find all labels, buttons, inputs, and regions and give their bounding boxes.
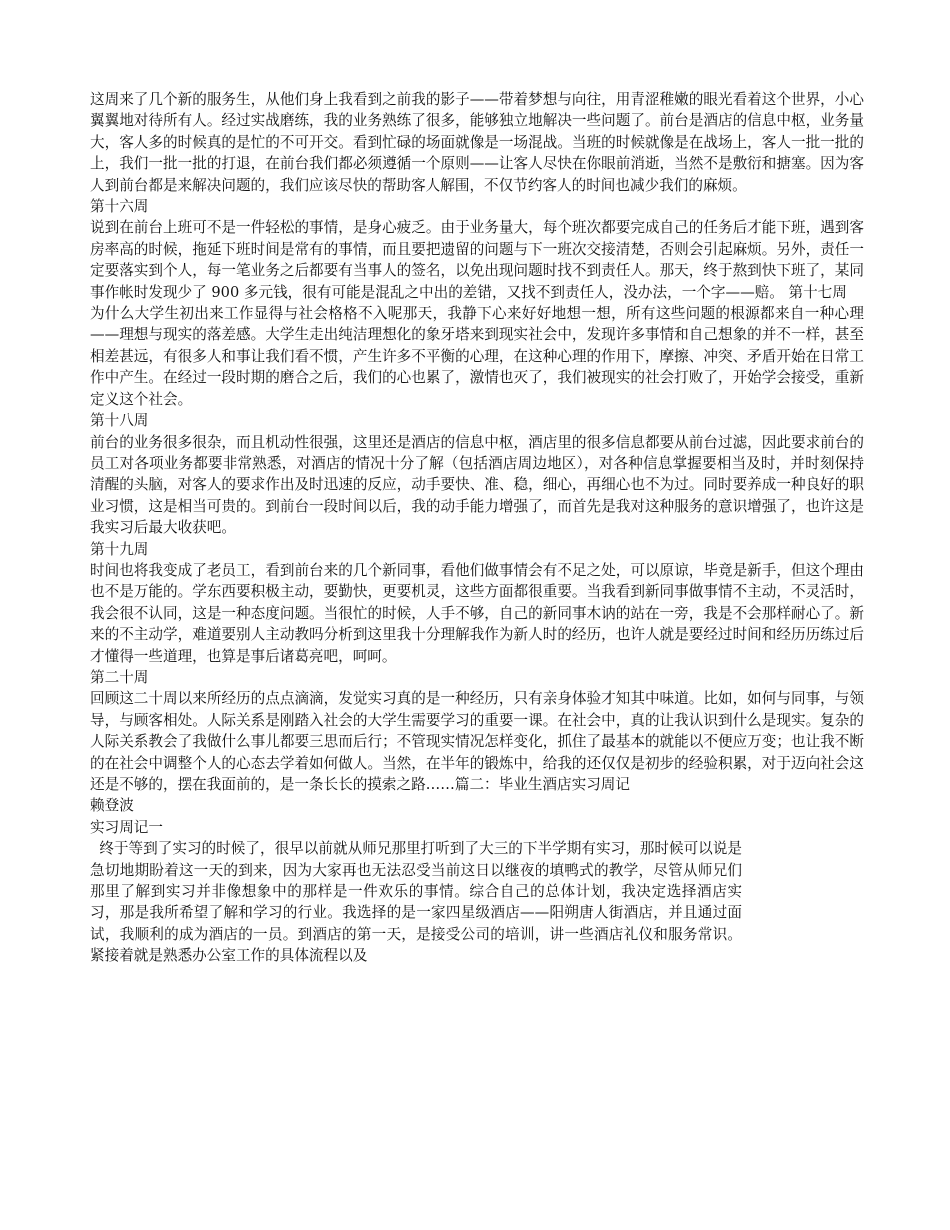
heading-week-20: 第二十周 — [90, 668, 149, 686]
diary-title: 实习周记一 — [90, 818, 163, 836]
heading-week-16: 第十六周 — [90, 198, 149, 216]
paragraph-diary-1: 终于等到了实习的时候了，很早以前就从师兄那里打听到了大三的下半学期有实习，那时候可以说是急切地期盼着这一天的到来，因为大家再也无法忍受当前这日以继夜的填鸭式的教学，尽管从师兄们那里了解到实习并非像想象中的那样是一件欢乐的事情。综合自己的总体计划，我决定选择酒店实习，那是我所希望了解和学习的行业。我选择的是一家四星级酒店——阳朔唐人街酒店，并且通过面试，我顺利的成为酒店的一员。到酒店的第一天，是接受公司的培训，讲一些酒店礼仪和服务常识。紧接着就是熟悉办公室工作的具体流程以及 — [90, 840, 742, 965]
author-name: 赖登波 — [90, 797, 134, 815]
heading-week-19: 第十九周 — [90, 540, 149, 558]
paragraph-week-16: 说到在前台上班可不是一件轻松的事情，是身心疲乏。由于业务量大，每个班次都要完成自己的任务后才能下班，遇到客房率高的时候，拖延下班时间是常有的事情，而且要把遗留的问题与下一班次交接清楚，否则会引起麻烦。另外，责任一定要落实到个人，每一笔业务之后都要有当事人的签名，以免出现问题时找不到责任人。那天，终于熬到快下班了，某同事作帐时发现少了 900 多元钱，很有可能是混乱之中出的差错，又找不到责任人，没办法，一个字——赔。 第十七周 — [90, 219, 864, 301]
paragraph-week-19: 时间也将我变成了老员工，看到前台来的几个新同事，看他们做事情会有不足之处，可以原谅，毕竟是新手，但这个理由也不是万能的。学东西要积极主动，要勤快，更要机灵，这些方面都很重要。当我看到新同事做事情不主动，不灵活时，我会很不认同，这是一种态度问题。当很忙的时候，人手不够，自己的新同事木讷的站在一旁，我是不会那样耐心了。新来的不主动学，难道要别人主动教吗分析到这里我十分理解我作为新人时的经历，也许人就是要经过时间和经历历练过后才懂得一些道理，也算是事后诸葛亮吧，呵呵。 — [90, 561, 864, 665]
paragraph-week-18: 前台的业务很多很杂，而且机动性很强，这里还是酒店的信息中枢，酒店里的很多信息都要从前台过滤，因此要求前台的员工对各项业务都要非常熟悉，对酒店的情况十分了解（包括酒店周边地区），对各种信息掌握要相当及时，并时刻保持清醒的头脑，对客人的要求作出及时迅速的反应，动手要快、准、稳，细心，再细心也不为过。同时要养成一种良好的职业习惯，这是相当可贵的。到前台一段时间以后，我的动手能力增强了，而首先是我对这种服务的意识增强了，也许这是我实习后最大收获吧。 — [90, 433, 864, 537]
paragraph-week-17: 为什么大学生初出来工作显得与社会格格不入呢那天，我静下心来好好地想一想，所有这些问题的根源都来自一种心理——理想与现实的落差感。大学生走出纯洁理想化的象牙塔来到现实社会中，发现许多事情和自己想象的并不一样，甚至相差甚远，有很多人和事让我们看不惯，产生许多不平衡的心理，在这种心理的作用下，摩擦、冲突、矛盾开始在日常工作中产生。在经过一段时期的磨合之后，我们的心也累了，激情也灭了，我们被现实的社会打败了，开始学会接受，重新定义这个社会。 — [90, 305, 864, 408]
document-page — [90, 89, 864, 967]
paragraph-week-15: 这周来了几个新的服务生，从他们身上我看到之前我的影子——带着梦想与向往，用青涩稚嫩的眼光看着这个世界，小心翼翼地对待所有人。经过实战磨练，我的业务熟练了很多，能够独立地解决一些问题了。前台是酒店的信息中枢，业务量大，客人多的时候真的是忙的不可开交。看到忙碌的场面就像是一场混战。当班的时候就像是在战场上，客人一批一批的上，我们一批一批的打退，在前台我们都必须遵循一个原则——让客人尽快在你眼前消逝，当然不是敷衍和搪塞。因为客人到前台都是来解决问题的，我们应该尽快的帮助客人解围，不仅节约客人的时间也减少我们的麻烦。 — [90, 91, 864, 194]
paragraph-week-20: 回顾这二十周以来所经历的点点滴滴，发觉实习真的是一种经历，只有亲身体验才知其中味道。比如，如何与同事，与领导，与顾客相处。人际关系是刚踏入社会的大学生需要学习的重要一课。在社会中，真的让我认识到什么是现实。复杂的人际关系教会了我做什么事儿都要三思而后行；不管现实情况怎样变化，抓住了最基本的就能以不便应万变；也让我不断的在社会中调整个人的心态去学着如何做人。当然，在半年的锻炼中，给我的还仅仅是初步的经验积累，对于迈向社会这还是不够的，摆在我面前的，是一条长长的摸索之路……篇二：毕业生酒店实习周记 — [90, 690, 864, 793]
heading-week-18: 第十八周 — [90, 412, 149, 430]
